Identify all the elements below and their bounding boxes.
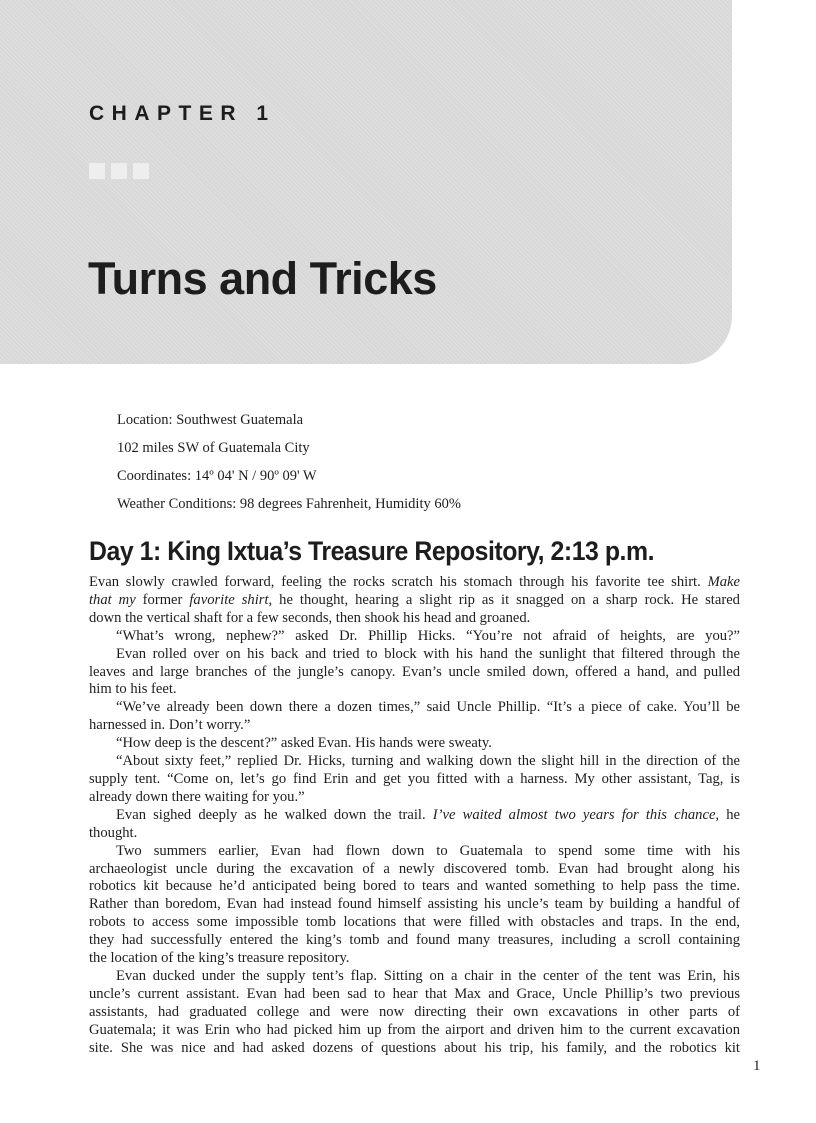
text-line	[89, 771, 740, 789]
text-segment: former	[135, 591, 190, 608]
text-line	[89, 628, 740, 646]
text-line	[89, 914, 740, 932]
text-line	[89, 950, 740, 968]
text-line	[89, 1040, 740, 1058]
text-line	[89, 592, 740, 610]
text-line	[89, 843, 740, 861]
page-number: 1	[753, 1058, 761, 1074]
chapter-banner	[0, 0, 732, 364]
text-segment: thought.	[89, 824, 138, 841]
text-line	[89, 878, 740, 896]
text-segment: the location of the king’s treasure repository.	[89, 950, 350, 967]
text-line	[89, 807, 740, 825]
italic-text: that my	[89, 591, 136, 608]
text-segment: Evan slowly crawled forward, feeling the rocks scratch his stomach through his favorite tee shirt.	[89, 574, 708, 590]
text-segment: , he thought, hearing a slight rip as it snagged on a sharp rock. He stared	[268, 591, 740, 608]
text-line	[89, 1022, 740, 1040]
location-line: Location: Southwest Guatemala	[117, 412, 304, 428]
text-line	[89, 986, 740, 1004]
text-segment: Evan sighed deeply as he walked down the trail.	[116, 806, 433, 823]
text-segment: Guatemala; it was Erin who had picked him up from the airport and driven him to the current excavation	[89, 1021, 740, 1038]
text-line	[89, 1004, 740, 1022]
italic-text: favorite shirt	[189, 591, 269, 608]
text-line	[89, 825, 740, 843]
ornament-square	[111, 163, 127, 179]
coordinates-line: Coordinates: 14º 04' N / 90º 09' W	[117, 468, 317, 484]
text-segment: him to his feet.	[89, 681, 177, 698]
text-segment: “What’s wrong, nephew?” asked Dr. Phillip Hicks. “You’re not afraid of heights, are you?”	[116, 627, 740, 644]
section-heading: Day 1: King Ixtua’s Treasure Repository, 2:13 p.m.	[89, 536, 655, 566]
chapter-label: CHAPTER 1	[89, 102, 276, 125]
text-segment: site. She was nice and had asked dozens of questions about his trip, his family, and the robotics kit	[89, 1039, 740, 1056]
text-line	[89, 717, 740, 735]
text-line	[89, 789, 740, 807]
distance-line: 102 miles SW of Guatemala City	[117, 440, 310, 456]
text-segment: already down there waiting for you.”	[89, 788, 305, 805]
text-line	[89, 932, 740, 950]
text-line	[89, 861, 740, 879]
text-line	[89, 681, 740, 699]
italic-text: I’ve waited almost two years for this chance	[432, 806, 716, 823]
ornament-square	[133, 163, 149, 179]
ornament-square	[89, 163, 105, 179]
text-segment: “How deep is the descent?” asked Evan. His hands were sweaty.	[116, 735, 492, 752]
text-segment: “About sixty feet,” replied Dr. Hicks, turning and walking down the slight hill in the direction of the	[116, 753, 740, 770]
text-segment: Evan rolled over on his back and tried to block with his hand the sunlight that filtered through the	[116, 645, 740, 662]
chapter-title: Turns and Tricks	[88, 253, 437, 304]
italic-text: Make	[707, 574, 740, 590]
text-segment: down the vertical shaft for a few seconds, then shook his head and groaned.	[89, 609, 531, 626]
text-segment: uncle’s current assistant. Evan had been sad to hear that Max and Grace, Uncle Phillip’s two previous	[89, 985, 740, 1002]
text-segment: they had successfully entered the king’s tomb and found many treasures, including a scroll containing	[89, 932, 740, 949]
text-line	[89, 753, 740, 771]
text-line	[89, 664, 740, 682]
text-line	[89, 574, 740, 592]
weather-line: Weather Conditions: 98 degrees Fahrenheit, Humidity 60%	[117, 496, 461, 512]
text-segment: supply tent. “Come on, let’s go find Erin and get you fitted with a harness. My other assistant, Tag, is	[89, 770, 740, 787]
text-segment: assistants, had graduated college and were now directing their own excavations in other parts of	[89, 1003, 740, 1020]
text-line	[89, 646, 740, 664]
chapter-ornament	[89, 163, 149, 179]
text-segment: Evan ducked under the supply tent’s flap. Sitting on a chair in the center of the tent was Erin, his	[116, 967, 740, 984]
location-info	[117, 406, 461, 518]
text-segment: robots to access some impossible tomb locations that were filled with obstacles and traps. In the end,	[89, 914, 740, 931]
text-segment: robotics kit because he’d anticipated being bored to tears and wanted something to help pass the time.	[89, 878, 740, 895]
text-segment: Rather than boredom, Evan had instead found himself assisting his uncle’s team by building a handful of	[89, 896, 740, 913]
text-segment: “We’ve already been down there a dozen times,” said Uncle Phillip. “It’s a piece of cake. You’ll be	[116, 699, 740, 716]
text-segment: Two summers earlier, Evan had flown down to Guatemala to spend some time with his	[116, 842, 740, 859]
body-text	[89, 574, 740, 1057]
text-segment: harnessed in. Don’t worry.”	[89, 717, 251, 734]
text-line	[89, 896, 740, 914]
text-segment: , he	[715, 806, 740, 823]
text-line	[89, 968, 740, 986]
text-segment: leaves and large branches of the jungle’s canopy. Evan’s uncle smiled down, offered a hand, and pulled	[89, 663, 740, 680]
text-line	[89, 735, 740, 753]
text-line	[89, 699, 740, 717]
text-segment: archaeologist uncle during the excavation of a newly discovered tomb. Evan had brought along his	[89, 860, 740, 877]
text-line	[89, 610, 740, 628]
